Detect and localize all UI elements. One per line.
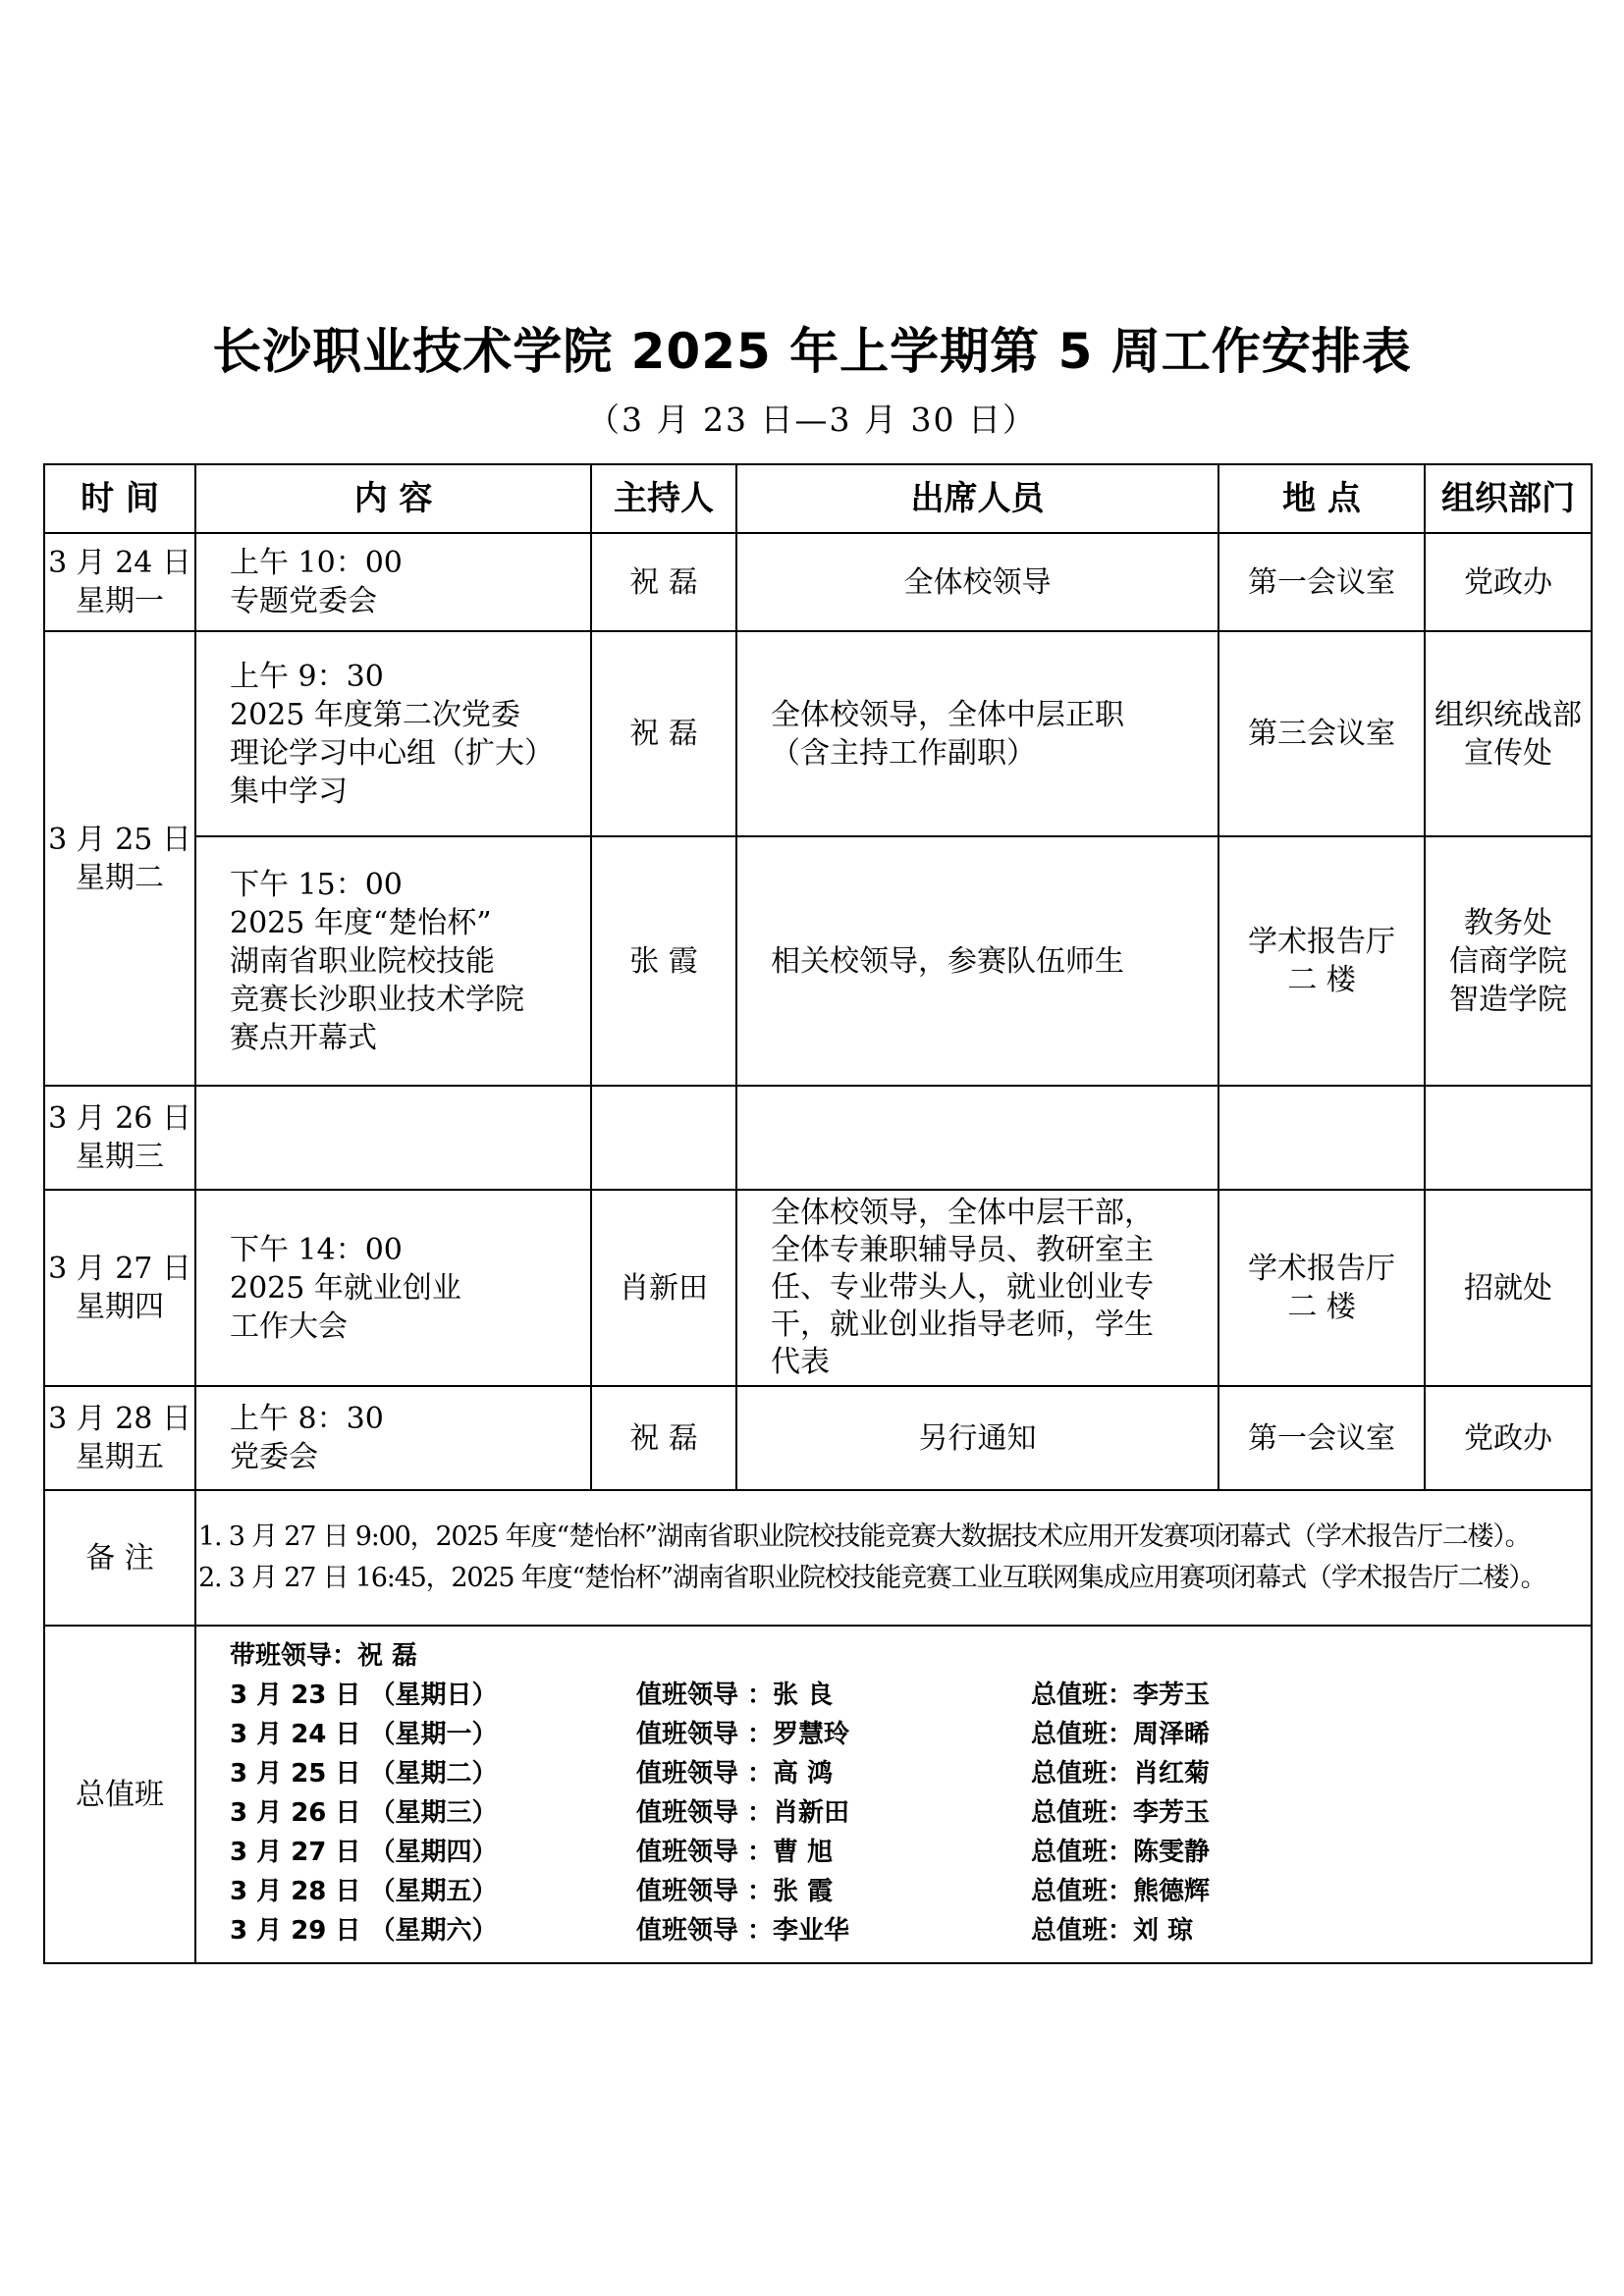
date-cell: 3 月 27 日 星期四 — [44, 1190, 195, 1386]
attendees-cell: 另行通知 — [736, 1386, 1218, 1490]
table-row — [44, 631, 1592, 836]
header-location: 地 点 — [1218, 464, 1425, 533]
notes-row — [44, 1490, 1592, 1626]
duty-row — [44, 1626, 1592, 1963]
department-cell: 招就处 — [1425, 1190, 1592, 1386]
table-row — [44, 1190, 1592, 1386]
note-line: 1. 3 月 27 日 9:00，2025 年度“楚怡杯”湖南省职业院校技能竞赛大数据技术应用开发赛项闭幕式（学术报告厅二楼）。 — [198, 1522, 1531, 1552]
notes-label: 备 注 — [44, 1490, 195, 1626]
department-cell — [1425, 1086, 1592, 1190]
duty-line: 3 月 29 日 （星期六） 值班领导 ：李业华 总值班：刘 琼 — [230, 1916, 1194, 1946]
location-cell: 第一会议室 — [1218, 1386, 1425, 1490]
attendees-cell: 全体校领导 — [736, 533, 1218, 631]
content-cell: 下午 15：00 2025 年度“楚怡杯” 湖南省职业院校技能 竞赛长沙职业技术学院 赛点开幕式 — [195, 836, 591, 1086]
host-cell: 祝 磊 — [591, 631, 736, 836]
duty-line: 3 月 24 日 （星期一） 值班领导 ：罗慧玲 总值班：周泽晞 — [230, 1720, 1211, 1749]
duty-cell — [195, 1626, 1592, 1963]
header-attendees: 出席人员 — [736, 464, 1218, 533]
duty-line: 3 月 27 日 （星期四） 值班领导 ：曹 旭 总值班：陈雯静 — [230, 1838, 1211, 1867]
department-cell: 党政办 — [1425, 533, 1592, 631]
duty-line: 3 月 23 日 （星期日） 值班领导 ：张 良 总值班：李芳玉 — [230, 1681, 1211, 1710]
attendees-cell: 全体校领导，全体中层干部， 全体专兼职辅导员、教研室主 任、专业带头人，就业创业专 干，就业创业指导老师，学生 代表 — [736, 1190, 1218, 1386]
date-cell: 3 月 26 日 星期三 — [44, 1086, 195, 1190]
duty-line: 3 月 28 日 （星期五） 值班领导 ：张 霞 总值班：熊德辉 — [230, 1877, 1211, 1906]
header-department: 组织部门 — [1425, 464, 1592, 533]
table-row — [44, 836, 1592, 1086]
host-cell: 祝 磊 — [591, 1386, 736, 1490]
duty-line: 3 月 25 日 （星期二） 值班领导 ：高 鸿 总值班：肖红菊 — [230, 1759, 1211, 1789]
attendees-cell: 相关校领导，参赛队伍师生 — [736, 836, 1218, 1086]
department-cell: 组织统战部 宣传处 — [1425, 631, 1592, 836]
department-cell: 党政办 — [1425, 1386, 1592, 1490]
location-cell: 学术报告厅 二 楼 — [1218, 1190, 1425, 1386]
schedule-table — [43, 463, 1593, 1964]
duty-line: 3 月 26 日 （星期三） 值班领导 ：肖新田 总值班：李芳玉 — [230, 1798, 1211, 1828]
location-cell: 第一会议室 — [1218, 533, 1425, 631]
date-cell: 3 月 25 日 星期二 — [44, 631, 195, 1086]
table-row — [44, 1386, 1592, 1490]
header-row — [44, 464, 1592, 533]
date-cell: 3 月 24 日 星期一 — [44, 533, 195, 631]
page-title: 长沙职业技术学院 2025 年上学期第 5 周工作安排表 — [212, 323, 1412, 380]
header-host: 主持人 — [591, 464, 736, 533]
header-time: 时 间 — [44, 464, 195, 533]
content-cell — [195, 1086, 591, 1190]
content-cell: 上午 9：30 2025 年度第二次党委 理论学习中心组（扩大） 集中学习 — [195, 631, 591, 836]
date-range-subtitle: （3 月 23 日—3 月 30 日） — [587, 400, 1037, 439]
attendees-cell — [736, 1086, 1218, 1190]
date-cell: 3 月 28 日 星期五 — [44, 1386, 195, 1490]
location-cell: 第三会议室 — [1218, 631, 1425, 836]
host-cell: 张 霞 — [591, 836, 736, 1086]
attendees-cell: 全体校领导，全体中层正职 （含主持工作副职） — [736, 631, 1218, 836]
location-cell — [1218, 1086, 1425, 1190]
host-cell — [591, 1086, 736, 1190]
content-cell: 上午 8：30 党委会 — [195, 1386, 591, 1490]
location-cell: 学术报告厅 二 楼 — [1218, 836, 1425, 1086]
duty-leader-line: 带班领导：祝 磊 — [230, 1641, 418, 1671]
duty-label: 总值班 — [44, 1626, 195, 1963]
host-cell: 祝 磊 — [591, 533, 736, 631]
header-content: 内 容 — [195, 464, 591, 533]
host-cell: 肖新田 — [591, 1190, 736, 1386]
notes-cell — [195, 1490, 1592, 1626]
content-cell: 下午 14：00 2025 年就业创业 工作大会 — [195, 1190, 591, 1386]
table-row — [44, 1086, 1592, 1190]
department-cell: 教务处 信商学院 智造学院 — [1425, 836, 1592, 1086]
note-line: 2. 3 月 27 日 16:45，2025 年度“楚怡杯”湖南省职业院校技能竞赛工业互联网集成应用赛项闭幕式（学术报告厅二楼）。 — [198, 1563, 1546, 1593]
content-cell: 上午 10：00 专题党委会 — [195, 533, 591, 631]
table-row — [44, 533, 1592, 631]
